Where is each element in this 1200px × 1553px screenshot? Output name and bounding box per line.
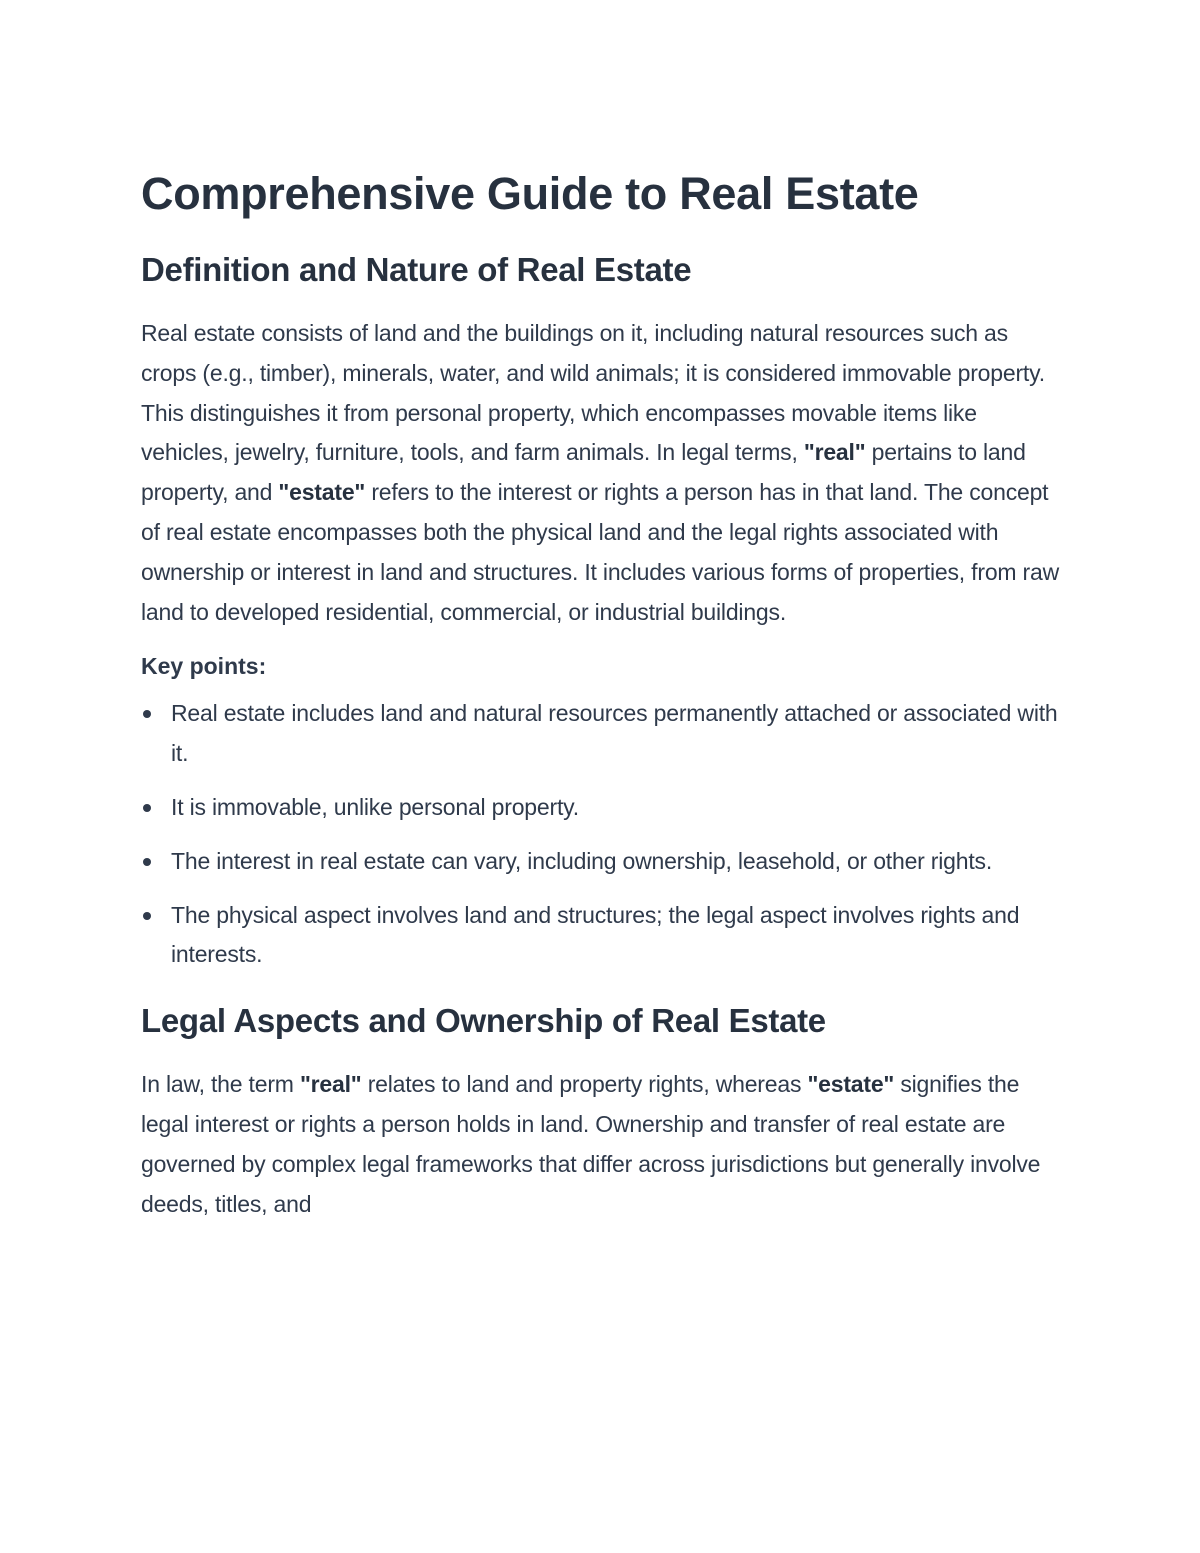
- list-item: [141, 896, 1061, 976]
- list-item-text: The interest in real estate can vary, including ownership, leasehold, or other rights.: [171, 847, 993, 874]
- term-estate: "estate": [807, 1071, 895, 1098]
- section-heading-definition: Definition and Nature of Real Estate: [141, 251, 692, 288]
- paragraph-text: pertains to land property, and: [141, 439, 1026, 506]
- page-title: Comprehensive Guide to Real Estate: [141, 168, 919, 219]
- term-real: "real": [299, 1071, 362, 1098]
- key-points-label: Key points:: [141, 653, 267, 680]
- paragraph-definition: [141, 314, 1061, 632]
- term-real: "real": [803, 439, 866, 466]
- paragraph-text: refers to the interest or rights a person has in that land. The concept of real estate encompasses both the physical land and the legal rights associated with ownership or interest in land and structures. It includes various forms of properties, from raw land to developed residential, commercial, or industrial buildings.: [141, 479, 1060, 625]
- document-page: [141, 160, 1061, 1224]
- list-item-text: It is immovable, unlike personal property.: [171, 793, 579, 820]
- paragraph-text: In law, the term: [141, 1071, 300, 1098]
- bullet-icon: [143, 912, 151, 920]
- list-item: [141, 788, 1061, 828]
- paragraph-text: Real estate consists of land and the buildings on it, including natural resources such as crops (e.g., timber), minerals, water, and wild animals; it is considered immovable property. This distinguishes it from personal property, which encompasses movable items like vehicles, jewelry, furniture, tools, and farm animals. In legal terms,: [141, 320, 1045, 466]
- list-item: [141, 694, 1061, 774]
- section-heading-legal: Legal Aspects and Ownership of Real Estate: [141, 1002, 826, 1040]
- list-item: [141, 842, 1061, 882]
- key-points-list: [141, 694, 1061, 975]
- list-item-text: The physical aspect involves land and structures; the legal aspect involves rights and interests.: [171, 901, 1020, 968]
- bullet-icon: [143, 710, 151, 718]
- paragraph-legal: [141, 1065, 1061, 1224]
- paragraph-text: relates to land and property rights, whereas: [361, 1071, 808, 1098]
- paragraph-text: signifies the legal interest or rights a person holds in land. Ownership and transfer of real estate are governed by complex legal frameworks that differ across jurisdictions but generally involve deeds, titles, and: [141, 1071, 1041, 1217]
- list-item-text: Real estate includes land and natural resources permanently attached or associated with it.: [171, 700, 1058, 767]
- term-estate: "estate": [278, 479, 366, 506]
- bullet-icon: [143, 858, 151, 866]
- bullet-icon: [143, 804, 151, 812]
